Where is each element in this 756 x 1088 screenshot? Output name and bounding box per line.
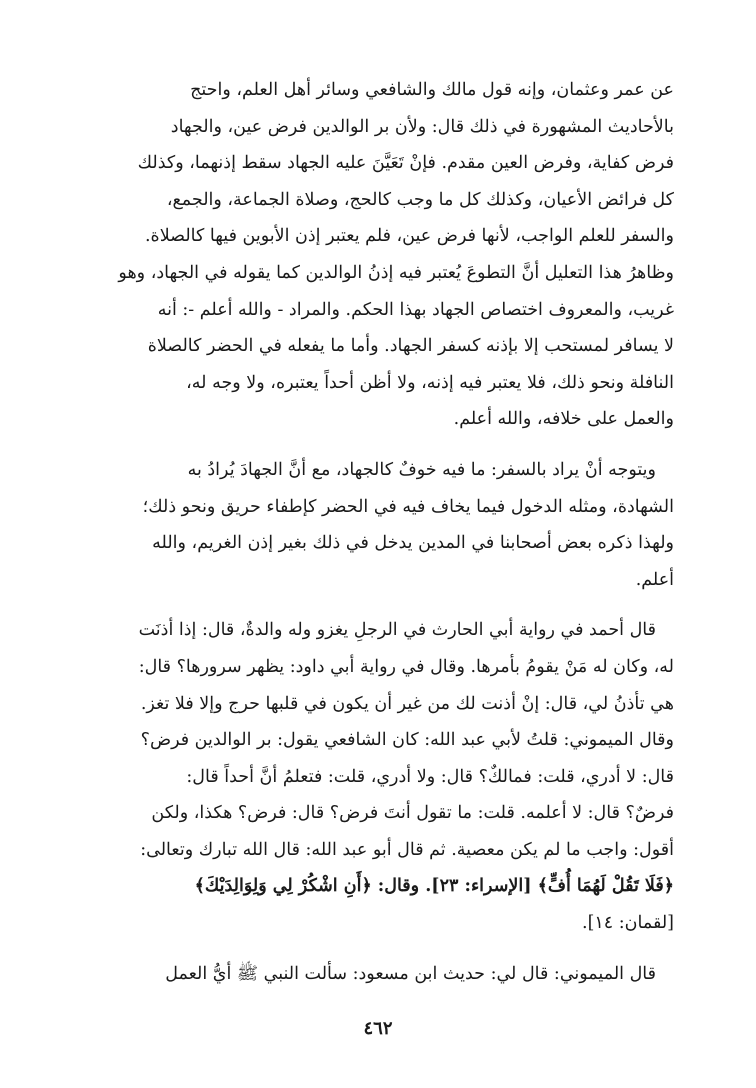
page-number: ٤٦٢: [363, 1018, 393, 1039]
text-line: النافلة ونحو ذلك، فلا يعتبر فيه إذنه، ولا أظن أحداً يعتبره، ولا وجه له،: [186, 372, 674, 393]
text-line: وقال الميموني: قلتُ لأبي عبد الله: كان الشافعي يقول: بر الوالدين فرض؟: [140, 730, 674, 751]
text-line: أقول: واجب ما لم يكن معصية. ثم قال أبو عبد الله: قال الله تبارك وتعالى:: [140, 839, 674, 860]
paragraph-2: [78, 452, 674, 598]
text-line: له، وكان له مَنْ يقومُ بأمرها. وقال في رواية أبي داود: يظهر سرورها؟ قال:: [138, 656, 674, 677]
text-line: وظاهرُ هذا التعليل أنَّ التطوعَ يُعتبر فيه إذنُ الوالدين كما يقوله في الجهاد، وهو: [118, 262, 674, 283]
paragraph-1: [78, 72, 674, 438]
paragraph-3: [78, 612, 674, 941]
paragraph-4: [78, 956, 674, 993]
text-line: [لقمان: ١٤].: [582, 913, 674, 934]
text-line: قال أحمد في رواية أبي الحارث في الرجلِ يغزو وله والدةٌ، قال: إذا أذنَت: [138, 620, 656, 641]
text-line: بالأحاديث المشهورة في ذلك قال: ولأن بر الوالدين فرض عين، والجهاد: [170, 116, 674, 137]
text-line: الشهادة، ومثله الدخول فيما يخاف فيه في الحضر كإطفاء حريق ونحو ذلك؛: [142, 496, 674, 517]
text-line: والسفر للعلم الواجب، لأنها فرض عين، فلم يعتبر إذن الأبوين فيها كالصلاة.: [144, 226, 674, 247]
text-line: والعمل على خلافه، والله أعلم.: [453, 409, 674, 430]
text-line: ولهذا ذكره بعض أصحابنا في المدين يدخل في ذلك بغير إذن الغريم، والله: [152, 533, 674, 554]
text-line: فرضٌ؟ قال: لا أعلمه. قلت: ما تقول أنتَ فرض؟ قال: فرض؟ هكذا، ولكن: [151, 803, 674, 824]
text-line: كل فرائض الأعيان، وكذلك كل ما وجب كالحج، وصلاة الجماعة، والجمع،: [166, 189, 674, 210]
text-line: هي تأذنُ لي، قال: إنْ أذنت لك من غير أن يكون في قلبها حرج وإلا فلا تغز.: [140, 693, 674, 714]
text-line: عن عمر وعثمان، وإنه قول مالك والشافعي وسائر أهل العلم، واحتج: [190, 80, 674, 100]
text-line: لا يسافر لمستحب إلا بإذنه كسفر الجهاد. وأما ما يفعله في الحضر كالصلاة: [147, 336, 674, 357]
text-line: قال الميموني: قال لي: حديث ابن مسعود: سألت النبي ﷺ أيُّ العمل: [165, 963, 656, 984]
quran-verse-line: ﴿فَلَا تَقُلْ لَهُمَا أُفٍّ﴾ [الإسراء: ٢٣]. وقال: ﴿أَنِ اشْكُرْ لِي وَلِوَالِدَيْكَ﴾: [194, 876, 674, 897]
text-line: أعلم.: [635, 569, 674, 590]
text-line: ويتوجه أنْ يراد بالسفر: ما فيه خوفٌ كالجهاد، مع أنَّ الجهادَ يُرادُ به: [187, 459, 656, 480]
text-line: فرض كفاية، وفرض العين مقدم. فإنْ تَعَيَّنَ عليه الجهاد سقط إذنهما، وكذلك: [137, 153, 674, 174]
body-text: [78, 72, 674, 992]
text-line: غريب، والمعروف اختصاص الجهاد بهذا الحكم. والمراد - والله أعلم -: أنه: [157, 299, 674, 320]
text-line: قال: لا أدري، قلت: فمالكٌ؟ قال: ولا أدري، قلت: فتعلمُ أنَّ أحداً قال:: [186, 766, 674, 787]
